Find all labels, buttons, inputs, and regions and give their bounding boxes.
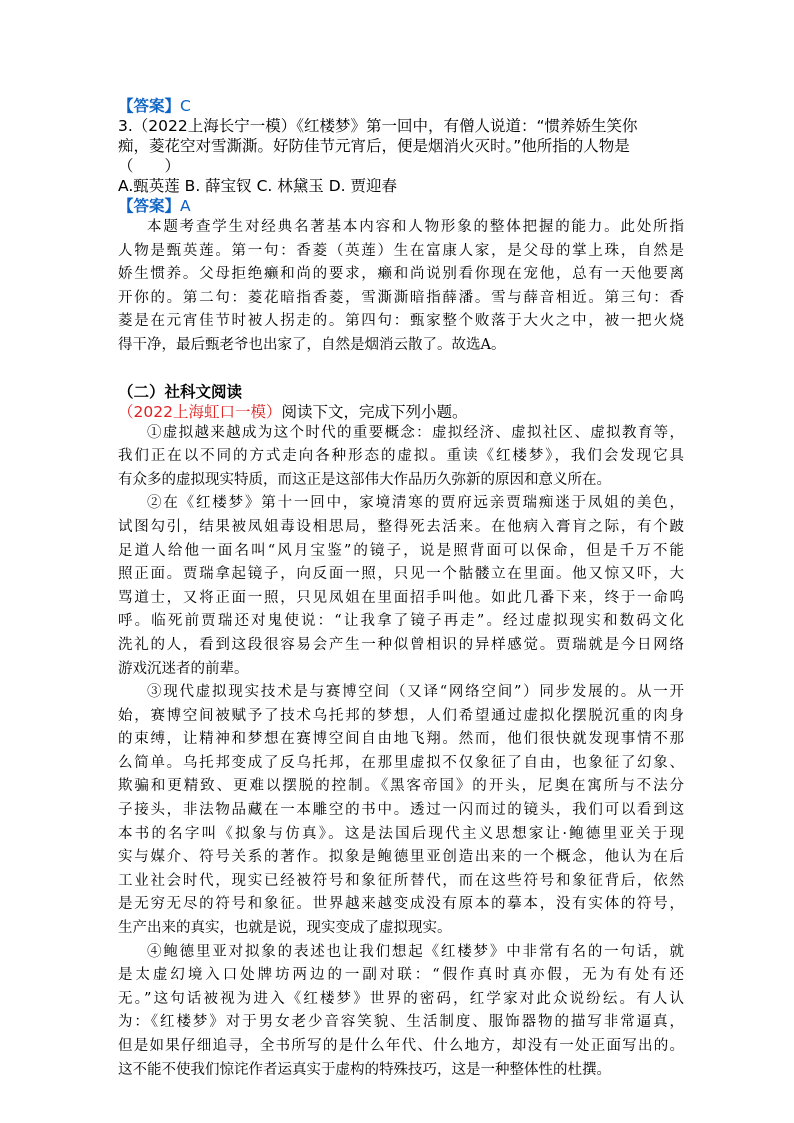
article-body: [118, 422, 684, 1083]
analysis-line: 娇生惯养。父母拒绝癞和尚的要求，癞和尚说别看你现在宠他，总有一天他要离: [118, 266, 684, 283]
section-instruction-line: [118, 402, 684, 422]
paragraph-3-line: ③现代虚拟现实技术是与赛博空间（又译“网络空间”）同步发展的。从一开: [147, 684, 684, 701]
paragraph-2-line: 足道人给他一面名叫“风月宝鉴”的镜子，说是照背面可以保命，但是千万不能: [118, 542, 684, 559]
section-title: （二）社科文阅读: [118, 382, 243, 401]
answer-label: 【答案】: [118, 197, 181, 215]
paragraph-3-line: 是无穷无尽的符号和象征。世界越来越变成没有原本的摹本，没有实体的符号，: [118, 896, 684, 913]
q2-answer: [118, 96, 684, 116]
q3-line-2: 痴，菱花空对雪澌澌。好防佳节元宵后，便是烟消火灭时。”他所指的人物是: [118, 137, 630, 155]
paragraph-3-line: 欺骗和更精致、更难以摆脱的控制。《黑客帝国》的开头，尼奥在寓所与不法分: [118, 778, 684, 795]
paragraph-4-line: 为：《红楼梦》对于男女老少音容笑貌、生活制度、服饰器物的描写非常逼真，: [118, 1014, 684, 1031]
answer-value: C: [180, 97, 191, 115]
instruction-text: 阅读下文，完成下列小题。: [281, 402, 468, 421]
paragraph-2-line: 洗礼的人，看到这段很容易会产生一种似曾相识的异样感觉。贾瑞就是今日网络: [118, 636, 684, 653]
q3-options: A.甄英莲 B. 薛宝钗 C. 林黛玉 D. 贾迎春: [118, 177, 397, 195]
paragraph-3-line: 生产出来的真实，也就是说，现实变成了虚拟现实。: [118, 920, 452, 937]
paragraph-3-line: 子接头，非法物品藏在一本雕空的书中。透过一闪而过的镜头，我们可以看到这: [118, 802, 684, 819]
paragraph-3-line: 始，赛博空间被赋予了技术乌托邦的梦想，人们希望通过虚拟化摆脱沉重的肉身: [118, 707, 684, 724]
analysis-line: 本题考查学生对经典名著基本内容和人物形象的整体把握的能力。此处所指: [147, 219, 684, 235]
paragraph-1-line: 有众多的虚拟现实特质，而这正是这部伟大作品历久弥新的原因和意义所在。: [118, 471, 611, 488]
paragraph-2-line: 试图勾引，结果被凤姐毒设相思局，整得死去活来。在他病入膏肓之际，有个跛: [118, 518, 684, 535]
analysis-paragraph: [118, 216, 684, 240]
paragraph-1-line: 我们正在以不同的方式走向各种形态的虚拟。重读《红楼梦》，我们会发现它具: [118, 448, 684, 465]
q3-line-3: （ ）: [118, 157, 181, 175]
analysis-line: 得干净，最后甄老爷也出家了，自然是烟消云散了。故选A。: [118, 336, 506, 353]
answer-label: 【答案】: [118, 97, 181, 115]
analysis-line: 开你的。第二句：菱花暗指香菱，雪澌澌暗指薛潘。雪与薛音相近。第三句：香: [118, 289, 684, 306]
paragraph-4-line: 无。”这句话被视为进入《红楼梦》世界的密码，红学家对此众说纷纭。有人认: [118, 990, 684, 1007]
paragraph-4-line: 是太虚幻境入口处牌坊两边的一副对联：“假作真时真亦假，无为有处有还: [118, 967, 684, 984]
paragraph-4-line: 但是如果仔细追寻，全书所写的是什么年代、什么地方，却没有一处正面写出的。: [118, 1038, 684, 1054]
paragraph-3-line: 么简单。乌托邦变成了反乌托邦，在那里虚拟不仅象征了自由，也象征了幻象、: [118, 754, 684, 771]
paragraph-2-line: ②在《红楼梦》第十一回中，家境清寒的贾府远亲贾瑞痴迷于凤姐的美色，: [147, 495, 684, 512]
page-content: [118, 96, 684, 1082]
analysis-line: 人物是甄英莲。第一句：香菱（英莲）生在富康人家，是父母的掌上珠，自然是: [118, 242, 684, 259]
paragraph-2-line: 呼。临死前贾瑞还对鬼使说：“让我拿了镜子再走”。经过虚拟现实和数码文化: [118, 613, 684, 630]
source-tag: （2022上海虹口一模）: [118, 402, 282, 421]
paragraph-2-line: 骂道士，又将正面一照，只见凤姐在里面招手叫他。如此几番下来，终于一命呜: [118, 589, 684, 606]
paragraph-3-line: 实与媒介、符号关系的著作。拟象是鲍德里亚创造出来的一个概念，他认为在后: [118, 849, 684, 866]
analysis-line: 菱是在元宵佳节时被人拐走的。第四句：甄家整个败落于大火之中，被一把火烧: [118, 313, 684, 330]
answer-value: A: [180, 197, 191, 215]
paragraph-4-line: ④鲍德里亚对拟象的表述也让我们想起《红楼梦》中非常有名的一句话，就: [147, 943, 684, 960]
paragraph-4-line: 这不能不使我们惊诧作者运真实于虚构的特殊技巧，这是一种整体性的杜撰。: [118, 1061, 611, 1078]
paragraph-3-line: 本书的名字叫《拟象与仿真》。这是法国后现代主义思想家让·鲍德里亚关于现: [118, 825, 684, 842]
q3-answer: [118, 196, 684, 216]
paragraph-2-line: 照正面。贾瑞拿起镜子，向反面一照，只见一个骷髅立在里面。他又惊又吓，大: [118, 566, 684, 583]
paragraph-2-line: 游戏沉迷者的前辈。: [118, 660, 249, 677]
paragraph-3-line: 工业社会时代，现实已经被符号和象征所替代，而在这些符号和象征背后，依然: [118, 872, 684, 889]
paragraph-1-line: ①虚拟越来越成为这个时代的重要概念：虚拟经济、虚拟社区、虚拟教育等，: [147, 424, 684, 441]
q3-line-1: 3.（2022上海长宁一模）《红楼梦》第一回中，有僧人说道：“惯养娇生笑你: [118, 117, 638, 135]
paragraph-3-line: 的束缚，让精神和梦想在赛博空间自由地飞翔。然而，他们很快就发现事情不那: [118, 731, 684, 748]
spacer: [118, 358, 684, 382]
